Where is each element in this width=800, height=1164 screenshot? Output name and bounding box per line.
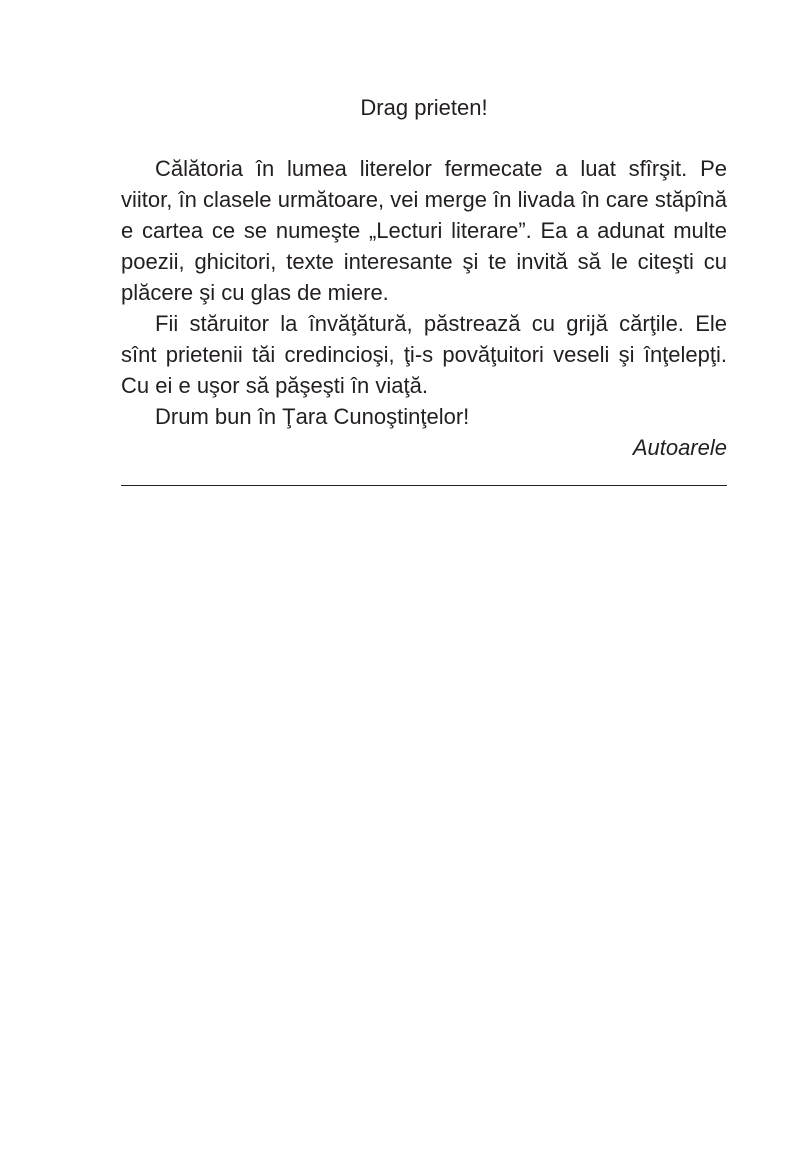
greeting-heading: Drag prieten!: [360, 95, 488, 120]
letter-paragraph: Fii stăruitor la învăţătură, păstrează cu grijă cărţile. Ele sînt prietenii tăi credincioşi, ţi-s povăţuitori veseli şi înţelepţi. Cu ei e uşor să păşeşti în viaţă.: [121, 311, 727, 398]
letter-paragraph: Călătoria în lumea literelor fermecate a luat sfîrşit. Pe viitor, în clasele următoare, vei merge în livada în care stăpînă e cartea ce se numeşte „Lecturi literare”. Ea a adunat multe poezii, ghicitori, texte interesante şi te invită să le citeşti cu plăcere şi cu glas de miere.: [121, 156, 727, 305]
signature: Autoarele: [632, 435, 727, 460]
closing-line: Drum bun în Ţara Cunoştinţelor!: [155, 404, 470, 429]
divider-line: [121, 485, 727, 486]
letter-page: [121, 92, 727, 463]
